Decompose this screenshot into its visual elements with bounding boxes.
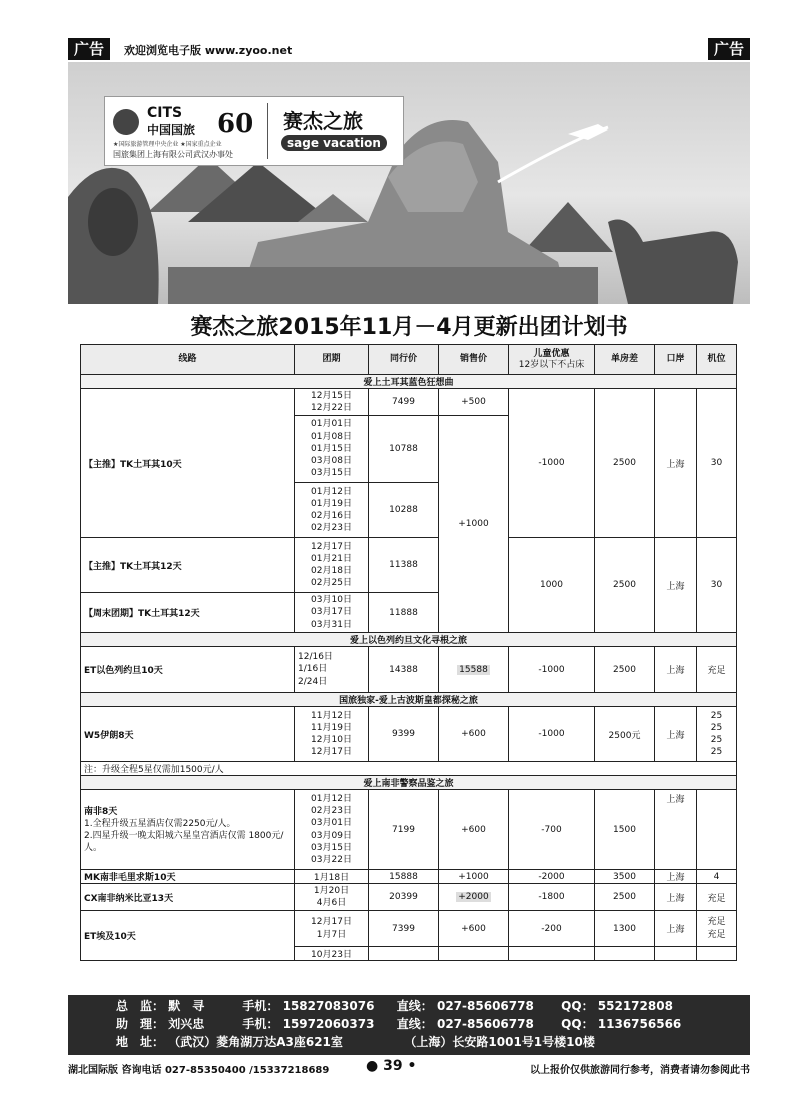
- dates-et-egypt: 12月17日 1月7日: [295, 911, 369, 947]
- port-et-egypt: 上海: [655, 911, 697, 947]
- child-cx: -1800: [509, 884, 595, 911]
- single-mk: 3500: [595, 870, 655, 884]
- director-phone-label: 直线：: [396, 999, 433, 1013]
- trade-et-egypt: 7399: [369, 911, 439, 947]
- single-tk12: 2500: [595, 538, 655, 633]
- single-nanfei: 1500: [595, 790, 655, 870]
- trade-tk10-b: 10788: [369, 416, 439, 483]
- empty-cell: [595, 947, 655, 961]
- date-mk: 1月18日: [295, 870, 369, 884]
- assistant-phone: 027-85606778: [436, 1017, 534, 1031]
- port-mk: 上海: [655, 870, 697, 884]
- route-tk12: 【主推】TK土耳其12天: [81, 538, 295, 593]
- seats-nanfei: [697, 790, 737, 870]
- brand-en: sage vacation: [281, 135, 387, 151]
- section-row: [81, 693, 737, 707]
- director-mobile-label: 手机：: [242, 999, 279, 1013]
- page-ornament-icon: ●: [366, 1058, 379, 1074]
- cits-globe-icon: [113, 109, 139, 135]
- assistant-mobile: 15972060373: [282, 1017, 375, 1031]
- header-port: 口岸: [655, 345, 697, 375]
- section-row: [81, 776, 737, 790]
- single-et-israel: 2500: [595, 647, 655, 693]
- seats-mk: 4: [697, 870, 737, 884]
- route-nanfei: 南非8天 1.全程升级五星酒店仅需2250元/人。 2.四星升级一晚太阳城六星皇宫酒店仅需 1800元/人。: [81, 790, 295, 870]
- child-et-israel: -1000: [509, 647, 595, 693]
- port-tk10: 上海: [655, 389, 697, 538]
- dates-tk12: 12月17日 01月21日 02月18日 02月25日: [295, 538, 369, 593]
- sale-mk: +1000: [439, 870, 509, 884]
- section-iran: 国旅独家-爱上古波斯皇都探秘之旅: [81, 693, 737, 707]
- welcome-text: 欢迎浏览电子版 www.zyoo.net: [124, 44, 293, 57]
- trade-nanfei: 7199: [369, 790, 439, 870]
- dates-tk10-c: 01月12日 01月19日 02月16日 02月23日: [295, 483, 369, 538]
- header-child: [509, 345, 595, 375]
- section-row: [81, 375, 737, 389]
- sale-w5: +600: [439, 707, 509, 762]
- table-row: [81, 911, 737, 947]
- trade-tk10-c: 10288: [369, 483, 439, 538]
- trade-tk10-a: 7499: [369, 389, 439, 416]
- seats-et-israel: 充足: [697, 647, 737, 693]
- director-qq: 552172808: [597, 999, 673, 1013]
- w5-note: 注：升级全程5星仅需加1500元/人: [81, 762, 737, 776]
- dates-w5: 11月12日 11月19日 12月10日 12月17日: [295, 707, 369, 762]
- sale-nanfei: +600: [439, 790, 509, 870]
- assistant-qq: 1136756566: [597, 1017, 682, 1031]
- port-cx: 上海: [655, 884, 697, 911]
- single-cx: 2500: [595, 884, 655, 911]
- empty-cell: [369, 947, 439, 961]
- route-w5: W5伊朗8天: [81, 707, 295, 762]
- dates-nanfei: 01月12日 02月23日 03月01日 03月09日 03月15日 03月22日: [295, 790, 369, 870]
- page-number-value: 39: [383, 1058, 403, 1074]
- brand-cn: 赛杰之旅: [283, 109, 363, 133]
- director-phone: 027-85606778: [436, 999, 534, 1013]
- trade-et-israel: 14388: [369, 647, 439, 693]
- seats-et-egypt: 充足 充足: [697, 911, 737, 947]
- child-tk10: -1000: [509, 389, 595, 538]
- ad-tag-right: 广告: [708, 38, 750, 60]
- single-tk10: 2500: [595, 389, 655, 538]
- section-israel: 爱上以色列约旦文化寻根之旅: [81, 633, 737, 647]
- page-dot-icon: •: [407, 1058, 417, 1074]
- contact-footer: [68, 995, 750, 1055]
- table-row: [81, 538, 737, 593]
- dates-tk10-a: 12月15日 12月22日: [295, 389, 369, 416]
- empty-cell: [509, 947, 595, 961]
- table-row: [81, 389, 737, 416]
- company-name: 国旅集团上海有限公司武汉办事处: [113, 150, 233, 159]
- seats-w5: 25 25 25 25: [697, 707, 737, 762]
- section-africa: 爱上南非警察品鉴之旅: [81, 776, 737, 790]
- child-tk12: 1000: [509, 538, 595, 633]
- sale-tk10-a: +500: [439, 389, 509, 416]
- single-w5: 2500元: [595, 707, 655, 762]
- single-et-egypt: 1300: [595, 911, 655, 947]
- contact-row-address: [116, 1033, 595, 1051]
- trade-w5: 9399: [369, 707, 439, 762]
- table-row: [81, 870, 737, 884]
- logo-notes: ★国际旅游管理中央企业 ★国家重点企业: [113, 141, 222, 148]
- trade-tk12: 11388: [369, 538, 439, 593]
- ad-tag-left: 广告: [68, 38, 110, 60]
- contact-row-director: [116, 997, 673, 1015]
- dates-cx: 1月20日 4月6日: [295, 884, 369, 911]
- assistant-mobile-label: 手机：: [242, 1017, 279, 1031]
- page-number: [366, 1058, 416, 1074]
- director-name: 默 寻: [168, 999, 205, 1013]
- address-shanghai: （上海）长安路1001号1号楼10楼: [404, 1035, 595, 1049]
- page-bottom: [68, 1058, 750, 1078]
- port-nanfei: 上海: [655, 790, 697, 870]
- route-mk: MK南非毛里求斯10天: [81, 870, 295, 884]
- tour-plan-table: [80, 344, 737, 961]
- cits-logo-en: CITS: [147, 105, 183, 121]
- route-tk10: 【主推】TK土耳其10天: [81, 389, 295, 538]
- section-row: [81, 633, 737, 647]
- header-single-supplement: 单房差: [595, 345, 655, 375]
- page-title: 赛杰之旅2015年11月－4月更新出团计划书: [190, 315, 628, 340]
- dates-et-israel: 12/16日 1/16日 2/24日: [295, 647, 369, 693]
- top-bar: [68, 38, 750, 62]
- port-w5: 上海: [655, 707, 697, 762]
- table-row: [81, 790, 737, 870]
- seats-tk12: 30: [697, 538, 737, 633]
- trade-cx: 20399: [369, 884, 439, 911]
- sale-et-israel: 15588: [439, 647, 509, 693]
- empty-cell: [697, 947, 737, 961]
- route-cx: CX南非纳米比亚13天: [81, 884, 295, 911]
- dates-tk12-weekend: 03月10日 03月17日 03月31日: [295, 593, 369, 633]
- director-mobile: 15827083076: [282, 999, 375, 1013]
- child-et-egypt: -200: [509, 911, 595, 947]
- table-row: [81, 884, 737, 911]
- address-label: 地 址：: [116, 1035, 165, 1049]
- director-role: 总 监：: [116, 999, 165, 1013]
- address-wuhan: （武汉）菱角湖万达A3座621室: [168, 1035, 343, 1049]
- anniversary-logo: 60: [217, 109, 254, 139]
- header-child-note: 12岁以下不占床: [518, 359, 585, 370]
- assistant-name: 刘兴忠: [168, 1017, 205, 1031]
- section-turkey: 爱上土耳其蓝色狂想曲: [81, 375, 737, 389]
- empty-cell: [655, 947, 697, 961]
- port-tk12: 上海: [655, 538, 697, 633]
- seats-cx: 充足: [697, 884, 737, 911]
- logo-divider: [267, 103, 268, 159]
- trade-tk12-weekend: 11888: [369, 593, 439, 633]
- child-nanfei: -700: [509, 790, 595, 870]
- table-row: [81, 707, 737, 762]
- table-header-row: [81, 345, 737, 375]
- empty-cell: [439, 947, 509, 961]
- route-tk12-weekend: 【周末团期】TK土耳其12天: [81, 593, 295, 633]
- route-et-egypt: ET埃及10天: [81, 911, 295, 961]
- header-trade-price: 同行价: [369, 345, 439, 375]
- dates-tk10-b: 01月01日 01月08日 01月15日 03月08日 03月15日: [295, 416, 369, 483]
- bottom-left-info: 湖北国际版 咨询电话 027-85350400 /15337218689: [68, 1065, 330, 1076]
- child-w5: -1000: [509, 707, 595, 762]
- sale-tk-plus1000: +1000: [439, 416, 509, 633]
- director-qq-label: QQ：: [561, 999, 594, 1013]
- route-et-israel: ET以色列约旦10天: [81, 647, 295, 693]
- assistant-role: 助 理：: [116, 1017, 165, 1031]
- note-row: [81, 762, 737, 776]
- header-sale-price: 销售价: [439, 345, 509, 375]
- sale-et-egypt: +600: [439, 911, 509, 947]
- date-et-egypt-extra: 10月23日: [295, 947, 369, 961]
- cits-logo-cn: 中国国旅: [147, 123, 196, 137]
- header-seats: 机位: [697, 345, 737, 375]
- assistant-phone-label: 直线：: [396, 1017, 433, 1031]
- child-mk: -2000: [509, 870, 595, 884]
- header-child-label: 儿童优惠: [533, 348, 570, 359]
- port-et-israel: 上海: [655, 647, 697, 693]
- sale-cx: +2000: [439, 884, 509, 911]
- trade-mk: 15888: [369, 870, 439, 884]
- header-route: 线路: [81, 345, 295, 375]
- seats-tk10: 30: [697, 389, 737, 538]
- banner-image: [68, 62, 750, 304]
- logo-box: [104, 96, 404, 166]
- assistant-qq-label: QQ：: [561, 1017, 594, 1031]
- contact-row-assistant: [116, 1015, 681, 1033]
- table-row: [81, 647, 737, 693]
- header-date: 团期: [295, 345, 369, 375]
- bottom-disclaimer: 以上报价仅供旅游同行参考，消费者请勿参阅此书: [530, 1065, 750, 1076]
